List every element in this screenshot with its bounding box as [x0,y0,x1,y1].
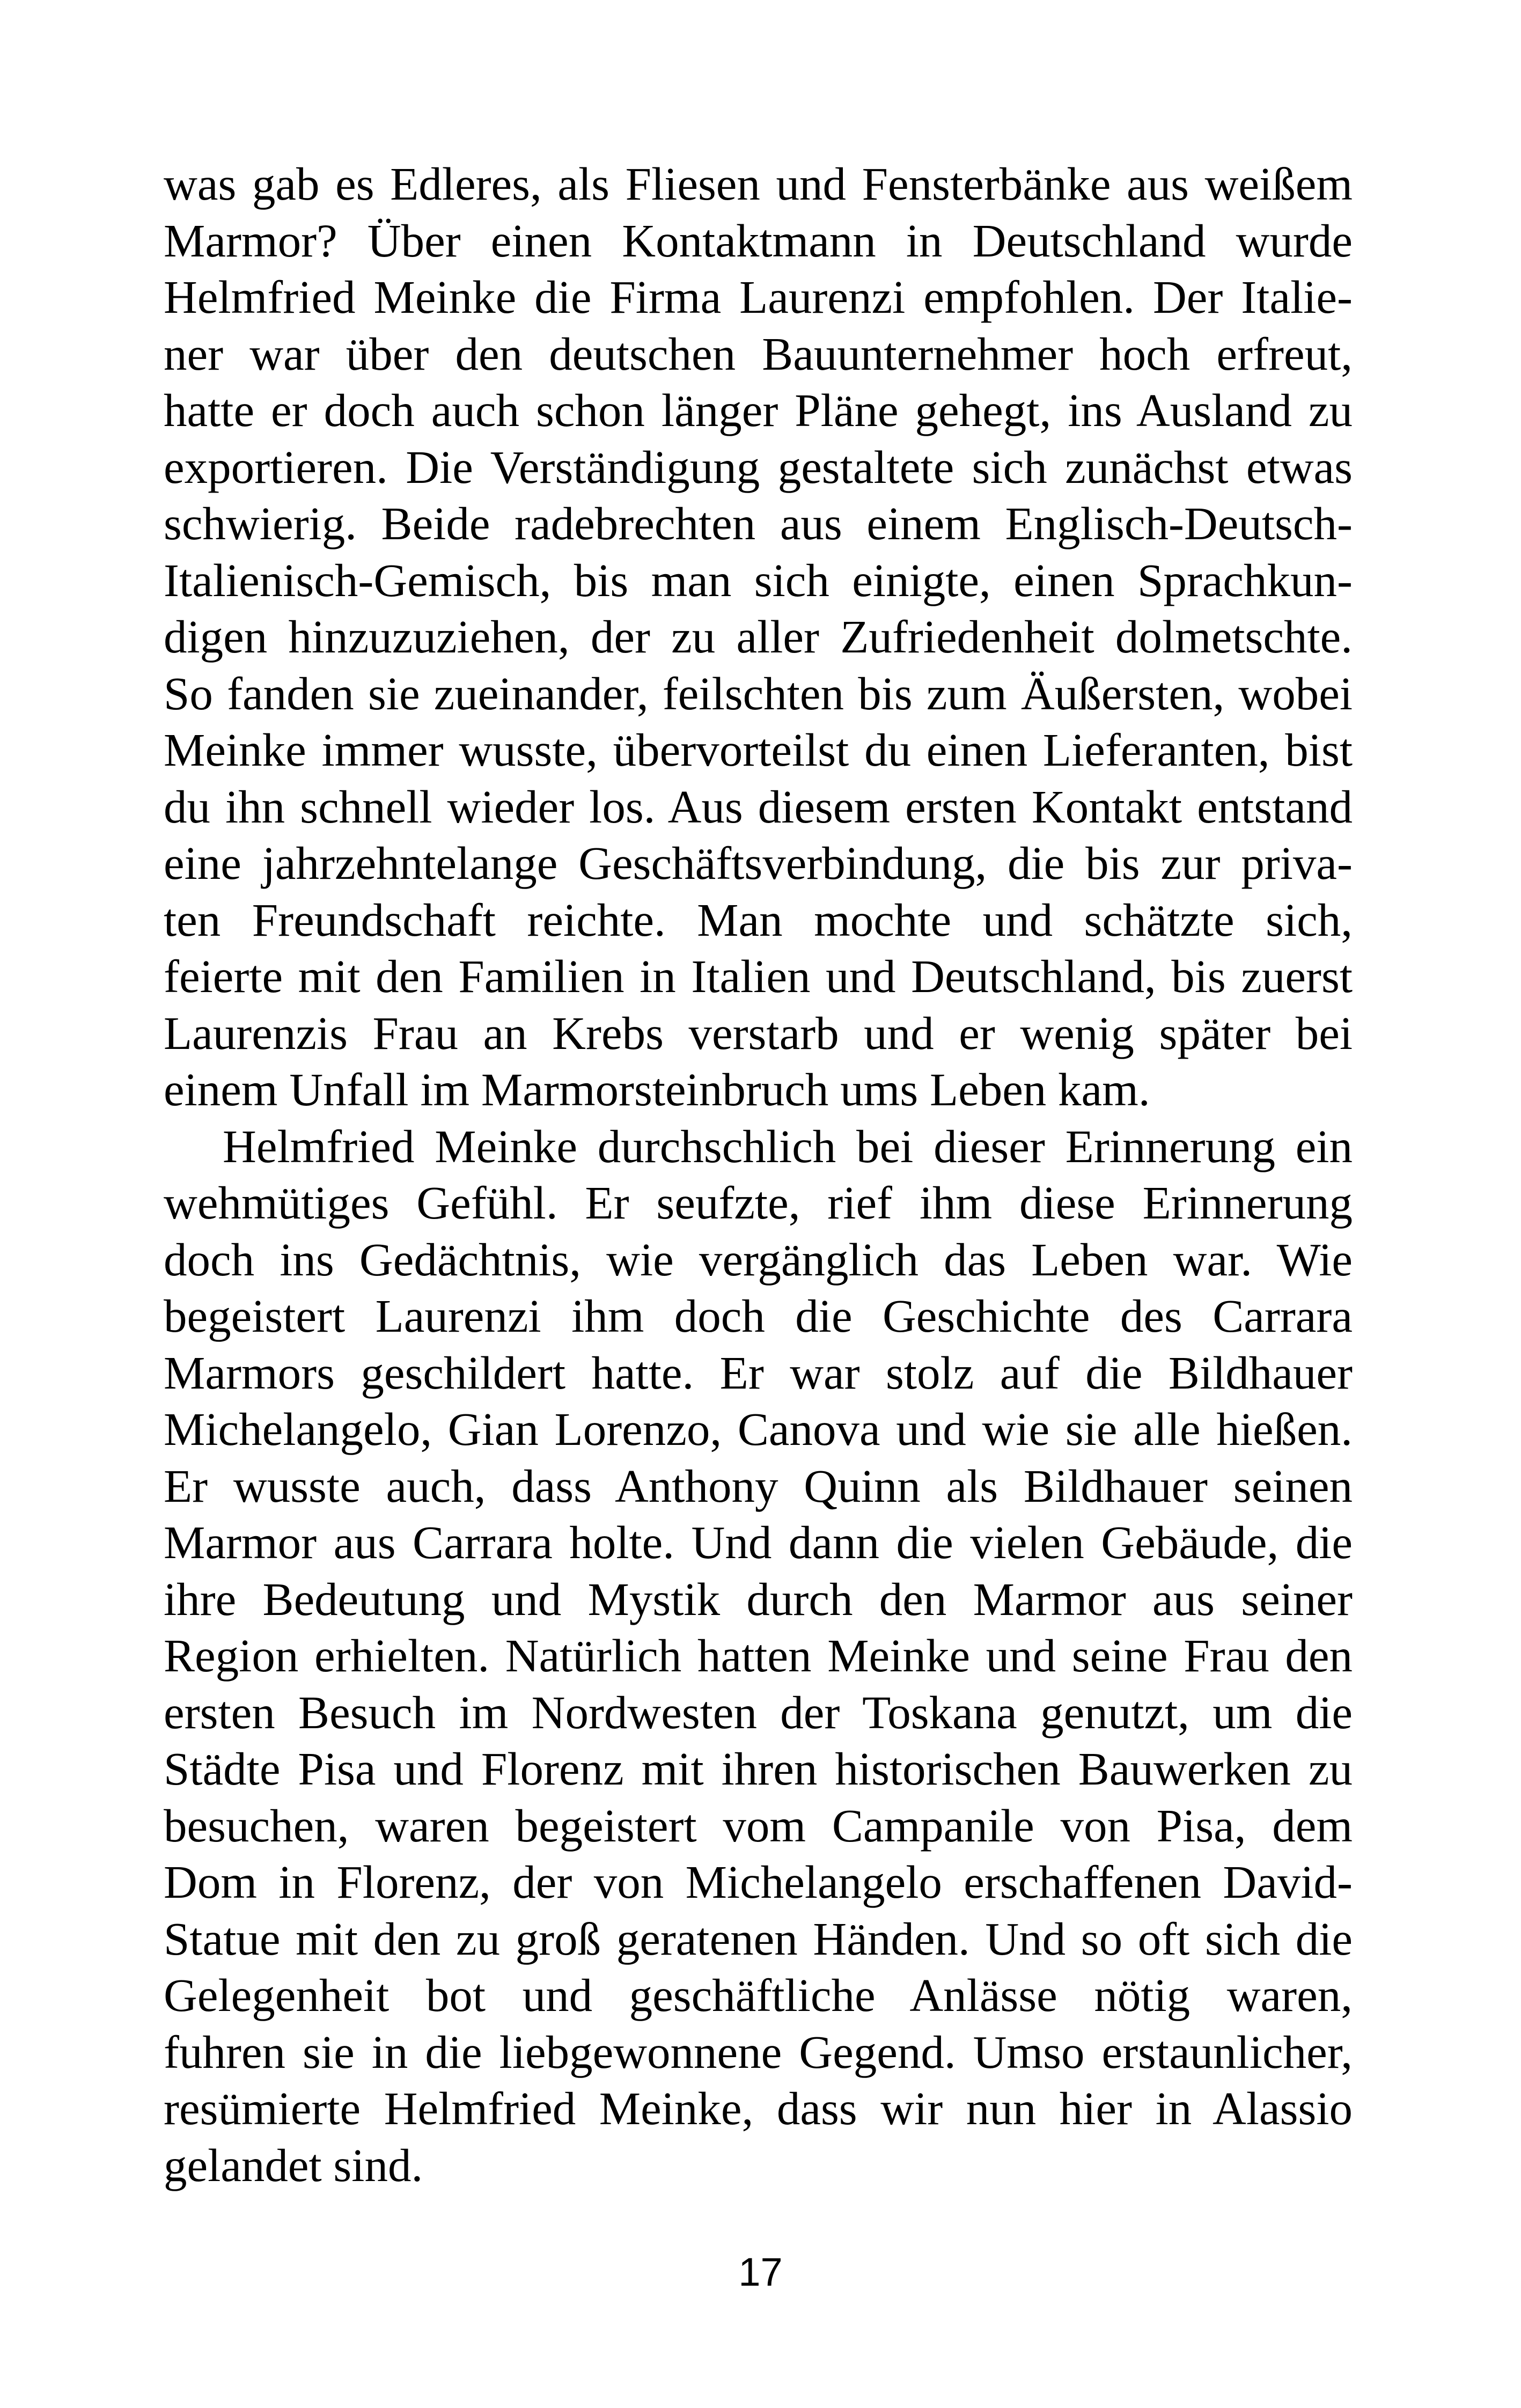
text-line: fuhren sie in die liebgewonnene Gegend. Umso erstaunlicher, [164,2025,1353,2078]
text-line: besuchen, waren begeistert vom Campanile von Pisa, dem [164,1799,1353,1852]
text-line: hatte er doch auch schon länger Pläne gehegt, ins Ausland zu [164,384,1353,436]
text-line: Helmfried Meinke die Firma Laurenzi empfohlen. Der Italie- [164,271,1353,323]
text-line: ten Freundschaft reichte. Man mochte und schätzte sich, [164,893,1353,946]
text-line: Gelegenheit bot und geschäftliche Anlässe nötig waren, [164,1969,1353,2021]
text-line: ner war über den deutschen Bauunternehmer hoch erfreut, [164,327,1353,380]
text-line: So fanden sie zueinander, feilschten bis zum Äußersten, wobei [164,667,1353,720]
text-line: Dom in Florenz, der von Michelangelo erschaffenen David- [164,1856,1353,1908]
paragraph-2 [164,1118,1353,2194]
text-line: Meinke immer wusste, übervorteilst du einen Lieferanten, bist [164,724,1353,776]
text-line: was gab es Edleres, als Fliesen und Fensterbänke aus weißem [164,158,1353,210]
text-line: schwierig. Beide radebrechten aus einem Englisch-Deutsch- [164,497,1353,549]
text-line: Michelangelo, Gian Lorenzo, Canova und wie sie alle hießen. [164,1403,1353,1455]
text-line: Städte Pisa und Florenz mit ihren historischen Bauwerken zu [164,1743,1353,1795]
text-line: resümierte Helmfried Meinke, dass wir nun hier in Alassio [164,2082,1353,2134]
text-line: exportieren. Die Verständigung gestaltete sich zunächst etwas [164,441,1353,493]
text-line: Marmor? Über einen Kontaktmann in Deutschland wurde [164,214,1353,267]
text-line: wehmütiges Gefühl. Er seufzte, rief ihm diese Erinnerung [164,1177,1353,1229]
text-line: begeistert Laurenzi ihm doch die Geschichte des Carrara [164,1290,1353,1342]
text-line: Helmfried Meinke durchschlich bei dieser Erinnerung ein [223,1120,1353,1172]
text-line: Region erhielten. Natürlich hatten Meinke und seine Frau den [164,1629,1353,1682]
text-line: Statue mit den zu groß geratenen Händen. Und so oft sich die [164,1912,1353,1965]
text-line: Er wusste auch, dass Anthony Quinn als Bildhauer seinen [164,1459,1353,1512]
text-line: ihre Bedeutung und Mystik durch den Marmor aus seiner [164,1573,1353,1625]
text-line: du ihn schnell wieder los. Aus diesem ersten Kontakt entstand [164,780,1353,833]
text-line: digen hinzuzuziehen, der zu aller Zufriedenheit dolmetschte. [164,611,1353,663]
text-line: ersten Besuch im Nordwesten der Toskana genutzt, um die [164,1686,1353,1738]
paragraph-1 [164,156,1353,1118]
text-line: Italienisch-Gemisch, bis man sich einigte, einen Sprachkun- [164,554,1353,606]
text-line: feierte mit den Familien in Italien und Deutschland, bis zuerst [164,950,1353,1002]
page-number: 17 [738,2250,783,2294]
body-text [164,156,1353,2193]
text-line: doch ins Gedächtnis, wie vergänglich das Leben war. Wie [164,1233,1353,1286]
text-line: einem Unfall im Marmorsteinbruch ums Leben kam. [164,1063,1150,1115]
text-line: Marmors geschildert hatte. Er war stolz auf die Bildhauer [164,1346,1353,1399]
text-line: eine jahrzehntelange Geschäftsverbindung, die bis zur priva- [164,837,1353,889]
text-line: Laurenzis Frau an Krebs verstarb und er wenig später bei [164,1007,1353,1059]
text-line: Marmor aus Carrara holte. Und dann die vielen Gebäude, die [164,1516,1353,1568]
text-line: gelandet sind. [164,2139,423,2191]
